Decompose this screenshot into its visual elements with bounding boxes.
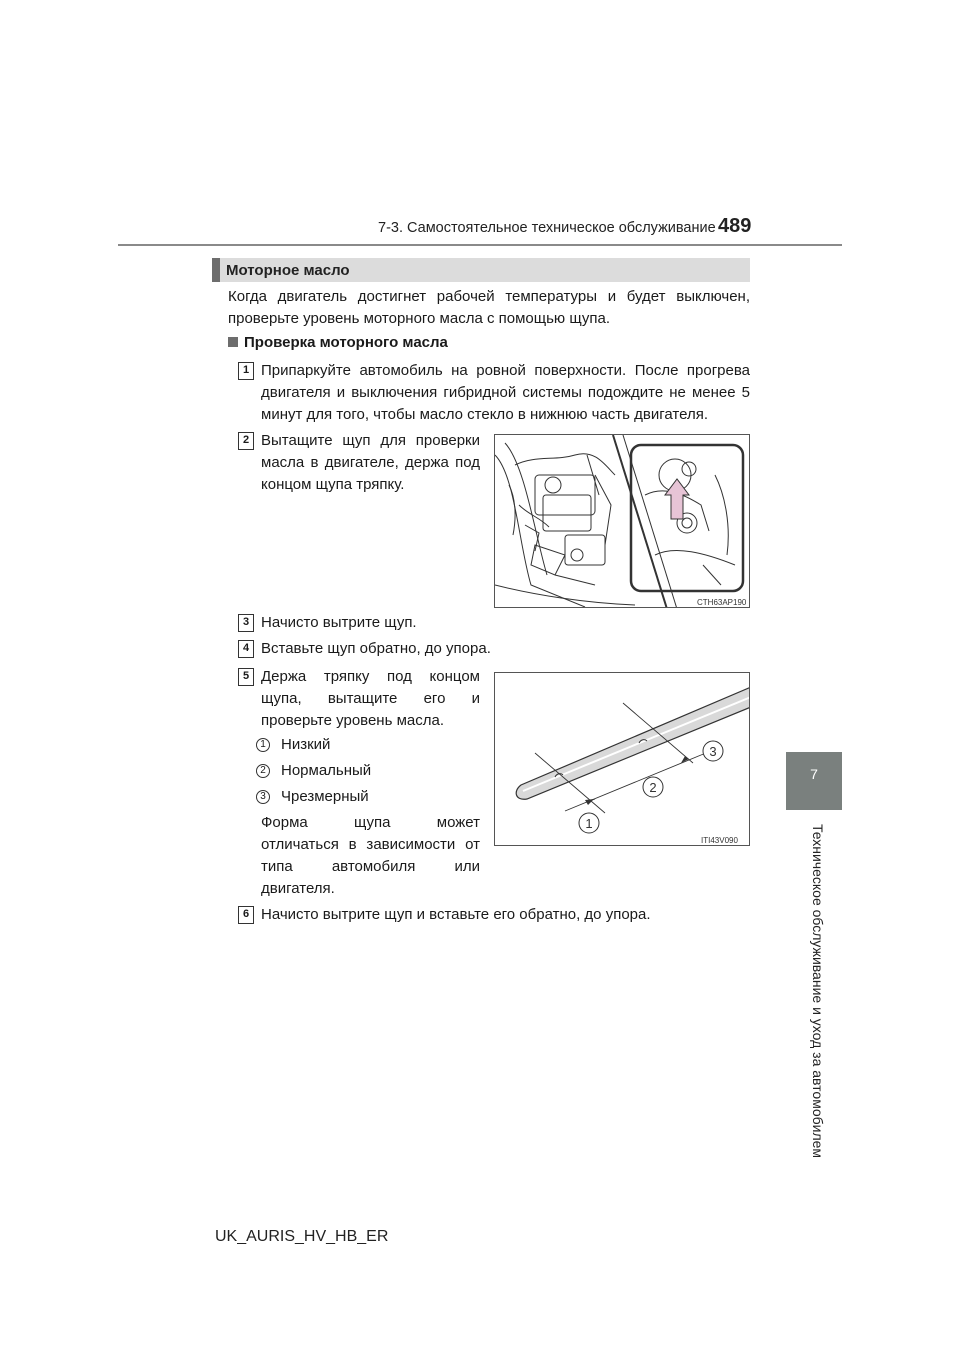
- step-6-text: Начисто вытрите щуп и вставьте его обратно, до упора.: [261, 906, 651, 923]
- engine-bay-illustration: [495, 435, 750, 608]
- step-3-text: Начисто вытрите щуп.: [261, 614, 417, 631]
- step-3-badge: 3: [238, 614, 254, 632]
- step-1-badge: 1: [238, 362, 254, 380]
- level-3-badge: 3: [256, 790, 270, 804]
- level-1-label: Низкий: [281, 736, 331, 753]
- engine-bay-figure: [494, 434, 750, 608]
- header-rule: [118, 244, 842, 246]
- page-number: 489: [718, 215, 752, 237]
- step-5-line-2: щупа, вытащите его и: [261, 690, 480, 707]
- step-1-line-3: минут для того, чтобы масло стекло в нижнюю часть двигателя.: [261, 406, 708, 423]
- step-4-badge: 4: [238, 640, 254, 658]
- level-2-badge: 2: [256, 764, 270, 778]
- note-line-1: Форма щупа может: [261, 814, 480, 831]
- level-3-label: Чрезмерный: [281, 788, 369, 805]
- note-line-3: типа автомобиля или: [261, 858, 480, 875]
- note-line-2: отличаться в зависимости от: [261, 836, 480, 853]
- step-5-line-1: Держа тряпку под концом: [261, 668, 480, 685]
- intro-line-1: Когда двигатель достигнет рабочей температуры и будет выключен,: [228, 288, 750, 305]
- chapter-title: Техническое обслуживание и уход за автомобилем: [810, 824, 826, 1159]
- callout-3-text: 3: [709, 744, 717, 759]
- callout-2-text: 2: [649, 780, 657, 795]
- callout-1-text: 1: [585, 816, 593, 831]
- step-4-text: Вставьте щуп обратно, до упора.: [261, 640, 491, 657]
- step-5-line-3: проверьте уровень масла.: [261, 712, 444, 729]
- section-title: Моторное масло: [226, 262, 350, 279]
- note-line-4: двигателя.: [261, 880, 335, 897]
- step-6-badge: 6: [238, 906, 254, 924]
- step-2-line-2: масла в двигателе, держа под: [261, 454, 480, 471]
- chapter-number: 7: [810, 766, 818, 782]
- dipstick-figure-code: ITI43V090: [701, 836, 738, 845]
- footer-code: UK_AURIS_HV_HB_ER: [215, 1228, 389, 1245]
- step-2-line-1: Вытащите щуп для проверки: [261, 432, 480, 449]
- running-header: 7-3. Самостоятельное техническое обслуживание: [378, 220, 716, 236]
- subheading-text: Проверка моторного масла: [244, 334, 448, 351]
- level-1-badge: 1: [256, 738, 270, 752]
- dipstick-illustration: [495, 673, 750, 846]
- subheading: [228, 334, 448, 351]
- intro-line-2: проверьте уровень моторного масла с помощью щупа.: [228, 310, 610, 327]
- callout-3: [703, 741, 723, 761]
- step-5-badge: 5: [238, 668, 254, 686]
- step-1-line-2: двигателя и выключения гибридной системы подождите не менее 5: [261, 384, 750, 401]
- dipstick-figure: [494, 672, 750, 846]
- step-1-line-1: Припаркуйте автомобиль на ровной поверхности. После прогрева: [261, 362, 750, 379]
- step-2-line-3: концом щупа тряпку.: [261, 476, 405, 493]
- level-2-label: Нормальный: [281, 762, 372, 779]
- square-bullet-icon: [228, 337, 238, 347]
- step-2-badge: 2: [238, 432, 254, 450]
- engine-figure-code: CTH63AP190: [697, 598, 747, 607]
- callout-1: [579, 813, 599, 833]
- callout-2: [643, 777, 663, 797]
